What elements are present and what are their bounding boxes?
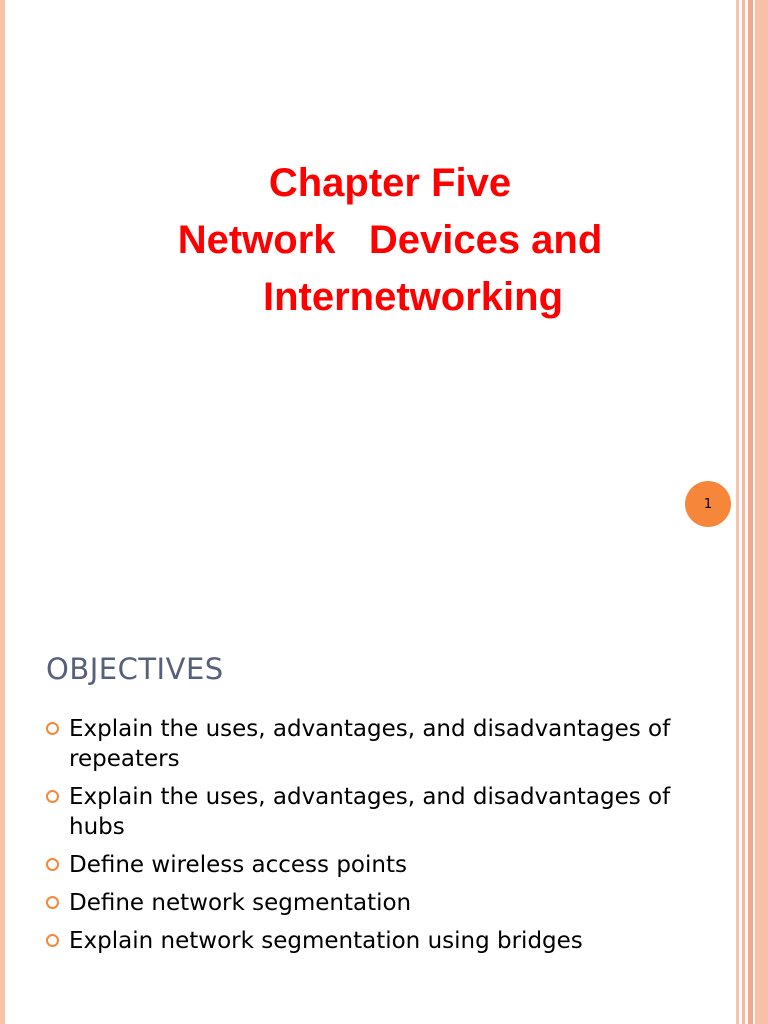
title-line-3: Internetworking bbox=[262, 275, 564, 319]
list-item-text: Explain the uses, advantages, and disadvantages of repeaters bbox=[69, 716, 671, 772]
list-item bbox=[46, 850, 686, 880]
right-border-stripe bbox=[755, 0, 768, 1024]
list-item-text: Explain the uses, advantages, and disadvantages of hubs bbox=[69, 784, 671, 840]
right-border-stripe bbox=[742, 0, 745, 1024]
list-item-text: Explain network segmentation using bridges bbox=[69, 928, 583, 954]
bullet-icon bbox=[46, 858, 59, 871]
list-item bbox=[46, 782, 686, 842]
bullet-icon bbox=[46, 790, 59, 803]
list-item bbox=[46, 926, 686, 956]
objectives-list bbox=[46, 714, 686, 964]
slide-title bbox=[100, 155, 680, 326]
list-item bbox=[46, 714, 686, 774]
objectives-heading: OBJECTIVES bbox=[46, 652, 224, 686]
left-border-stripe bbox=[0, 0, 5, 1024]
bullet-icon bbox=[46, 896, 59, 909]
title-line-1: Chapter Five bbox=[268, 161, 512, 205]
bullet-icon bbox=[46, 934, 59, 947]
list-item-text: Define wireless access points bbox=[69, 852, 407, 878]
title-line-2: Network Devices and bbox=[177, 218, 603, 262]
page-number-badge bbox=[685, 481, 731, 527]
right-border-stripe bbox=[748, 0, 753, 1024]
bullet-icon bbox=[46, 722, 59, 735]
page-number: 1 bbox=[703, 496, 713, 512]
right-border-stripe bbox=[736, 0, 739, 1024]
list-item-text: Define network segmentation bbox=[69, 890, 412, 916]
list-item bbox=[46, 888, 686, 918]
